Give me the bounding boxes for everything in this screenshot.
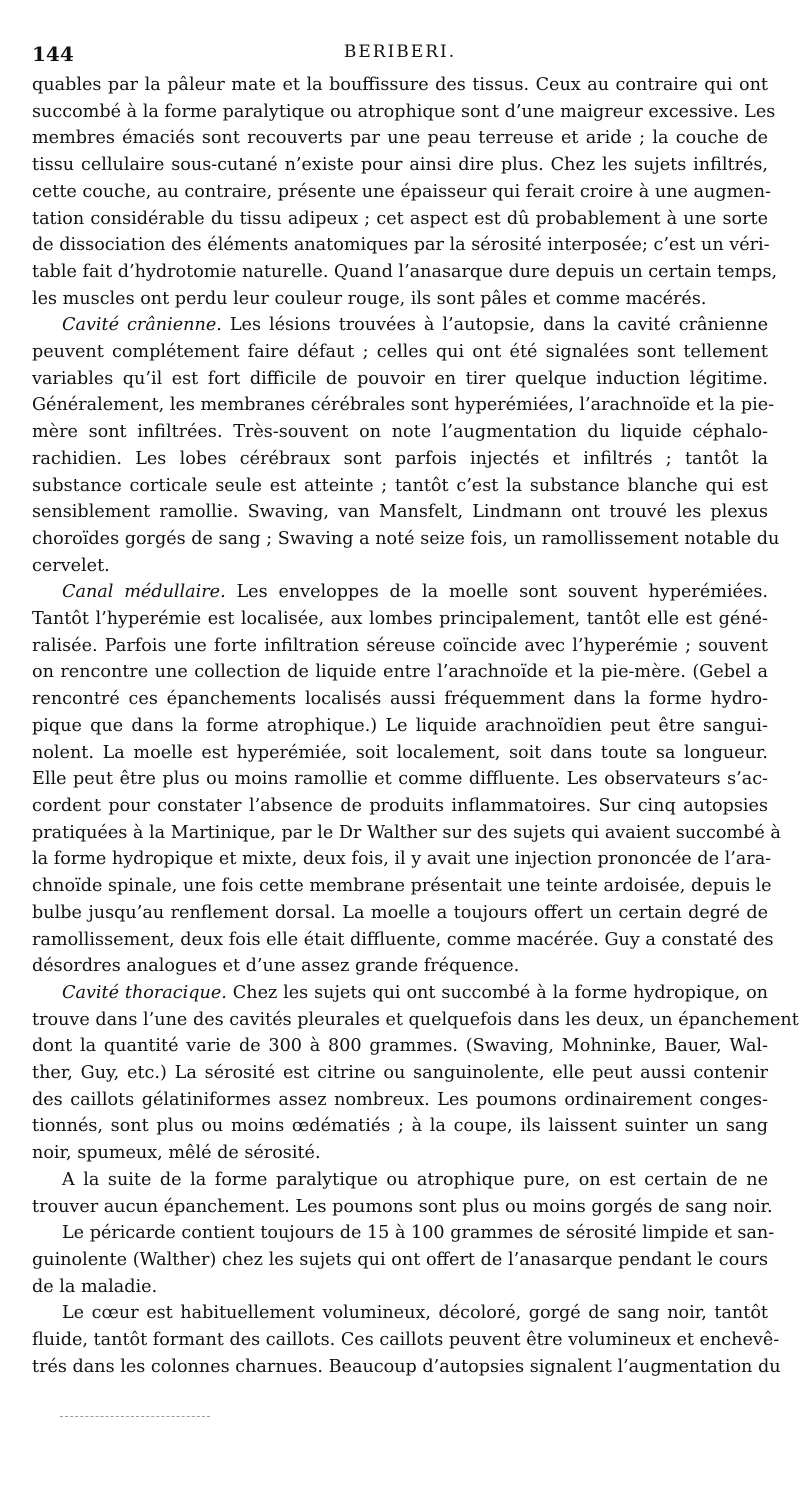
- text-line: des caillots gélatiniformes assez nombreux. Les poumons ordinairement conges-: [32, 1089, 768, 1110]
- text-line: substance corticale seule est atteinte ; tantôt c’est la substance blanche qui est: [32, 475, 768, 496]
- text-line: ther, Guy, etc.) La sérosité est citrine ou sanguinolente, elle peut aussi contenir: [32, 1063, 768, 1084]
- text-line: noir, spumeux, mêlé de sérosité.: [32, 1143, 321, 1164]
- text-line: membres émaciés sont recouverts par une peau terreuse et aride ; la couche de: [32, 128, 768, 149]
- text-line: table fait d’hydrotomie naturelle. Quand l’anasarque dure depuis un certain temps,: [32, 261, 778, 282]
- text-line: sensiblement ramollie. Swaving, van Mansfelt, Lindmann ont trouvé les plexus: [32, 502, 768, 523]
- text-run: Les lésions trouvées à l’autopsie, dans la cavité crânienne: [221, 315, 768, 336]
- text-line: succombé à la forme paralytique ou atrophique sont d’une maigreur excessive. Les: [32, 101, 776, 122]
- paragraph-pericarde: [32, 1220, 775, 1300]
- text-line: peuvent complétement faire défaut ; celles qui ont été signalées sont tellement: [32, 342, 768, 363]
- text-line: fluide, tantôt formant des caillots. Ces caillots peuvent être volumineux et enchevê-: [32, 1330, 780, 1351]
- paragraph-anasarque: [32, 72, 778, 312]
- text-line: Elle peut être plus ou moins ramollie et comme diffluente. Les observateurs s’ac-: [32, 769, 768, 790]
- text-line: variables qu’il est fort difficile de pouvoir en tirer quelque induction légitime.: [32, 368, 768, 389]
- paragraph-cavite-cranienne: [32, 312, 780, 579]
- text-line: rencontré ces épanchements localisés aussi fréquemment dans la forme hydro-: [32, 689, 768, 710]
- text-line: A la suite de la forme paralytique ou atrophique pure, on est certain de ne: [62, 1169, 768, 1190]
- text-line: [32, 980, 768, 1007]
- text-line: trouver aucun épanchement. Les poumons sont plus ou moins gorgés de sang noir.: [32, 1196, 773, 1217]
- text-line: ramollissement, deux fois elle était diffluente, comme macérée. Guy a constaté des: [32, 929, 774, 950]
- text-line: guinolente (Walther) chez les sujets qui ont offert de l’anasarque pendant le cours: [32, 1249, 768, 1270]
- text-line: Tantôt l’hyperémie est localisée, aux lombes principalement, tantôt elle est géné-: [32, 609, 768, 630]
- text-line: chnoïde spinale, une fois cette membrane présentait une teinte ardoisée, depuis le: [32, 876, 772, 897]
- text-line: la forme hydropique et mixte, deux fois, il y avait une injection prononcée de l’ara-: [32, 849, 772, 870]
- text-line: de dissociation des éléments anatomiques par la sérosité interposée; c’est un véri-: [32, 235, 770, 256]
- text-line: pique que dans la forme atrophique.) Le liquide arachnoïdien peut être sangui-: [32, 715, 768, 736]
- page-number: 144: [32, 42, 74, 66]
- text-line: mère sont infiltrées. Très-souvent on note l’augmentation du liquide céphalo-: [32, 422, 768, 443]
- text-line: [32, 312, 768, 339]
- text-line: tissu cellulaire sous-cutané n’existe pour ainsi dire plus. Chez les sujets infiltrés,: [32, 155, 768, 176]
- text-line: nolent. La moelle est hyperémiée, soit localement, soit dans toute sa longueur.: [32, 742, 768, 763]
- text-line: pratiquées à la Martinique, par le Dr Walther sur des sujets qui avaient succombé à: [32, 822, 781, 843]
- text-line: bulbe jusqu’au renflement dorsal. La moelle a toujours offert un certain degré de: [32, 902, 768, 923]
- text-line: Le péricarde contient toujours de 15 à 100 grammes de sérosité limpide et san-: [62, 1223, 775, 1244]
- text-line: quables par la pâleur mate et la bouffissure des tissus. Ceux au contraire qui ont: [32, 75, 768, 95]
- text-line: tionnés, sont plus ou moins œdématiés ; à la coupe, ils laissent suinter un sang: [32, 1116, 768, 1137]
- paragraph-coeur: [32, 1300, 781, 1380]
- text-line: désordres analogues et d’une assez grande fréquence.: [32, 956, 520, 977]
- text-line: de la maladie.: [32, 1276, 158, 1297]
- paragraph-canal-medullaire: [32, 579, 781, 980]
- text-line: on rencontre une collection de liquide entre l’arachnoïde et la pie-mère. (Gebel a: [32, 662, 768, 683]
- text-line: choroïdes gorgés de sang ; Swaving a noté seize fois, un ramollissement notable du: [32, 528, 780, 549]
- section-heading: Canal médullaire.: [62, 582, 226, 603]
- text-line: cordent pour constater l’absence de produits inflammatoires. Sur cinq autopsies: [32, 795, 768, 816]
- footer-rule: [60, 1416, 210, 1417]
- section-heading: Cavité thoracique.: [62, 982, 227, 1003]
- text-line: tation considérable du tissu adipeux ; cet aspect est dû probablement à une sorte: [32, 208, 768, 229]
- text-run: Les enveloppes de la moelle sont souvent hyperémiées.: [225, 582, 768, 603]
- text-line: cette couche, au contraire, présente une épaisseur qui ferait croire à une augmen-: [32, 181, 771, 202]
- text-line: trés dans les colonnes charnues. Beaucoup d’autopsies signalent l’augmentation du: [32, 1356, 781, 1377]
- paragraph-cavite-thoracique: [32, 980, 799, 1167]
- page-header: [32, 42, 768, 68]
- section-heading: Cavité crânienne.: [62, 315, 222, 336]
- text-line: [32, 579, 768, 606]
- text-line: Généralement, les membranes cérébrales sont hyperémiées, l’arachnoïde et la pie-: [32, 395, 775, 416]
- text-line: Le cœur est habituellement volumineux, décoloré, gorgé de sang noir, tantôt: [62, 1303, 768, 1324]
- paragraph-forme-paralytique: [32, 1167, 773, 1220]
- text-line: trouve dans l’une des cavités pleurales et quelquefois dans les deux, un épanchement: [32, 1009, 799, 1030]
- running-title: BERIBERI.: [343, 42, 457, 62]
- text-line: rachidien. Les lobes cérébraux sont parfois injectés et infiltrés ; tantôt la: [32, 448, 768, 469]
- text-line: les muscles ont perdu leur couleur rouge, ils sont pâles et comme macérés.: [32, 288, 707, 309]
- text-line: dont la quantité varie de 300 à 800 grammes. (Swaving, Mohninke, Bauer, Wal-: [32, 1036, 768, 1057]
- text-run: Chez les sujets qui ont succombé à la forme hydropique, on: [226, 982, 768, 1003]
- book-page: [32, 42, 799, 1380]
- body-text: [32, 72, 799, 1380]
- text-line: ralisée. Parfois une forte infiltration séreuse coïncide avec l’hyperémie ; souvent: [32, 635, 768, 656]
- text-line: cervelet.: [32, 555, 110, 576]
